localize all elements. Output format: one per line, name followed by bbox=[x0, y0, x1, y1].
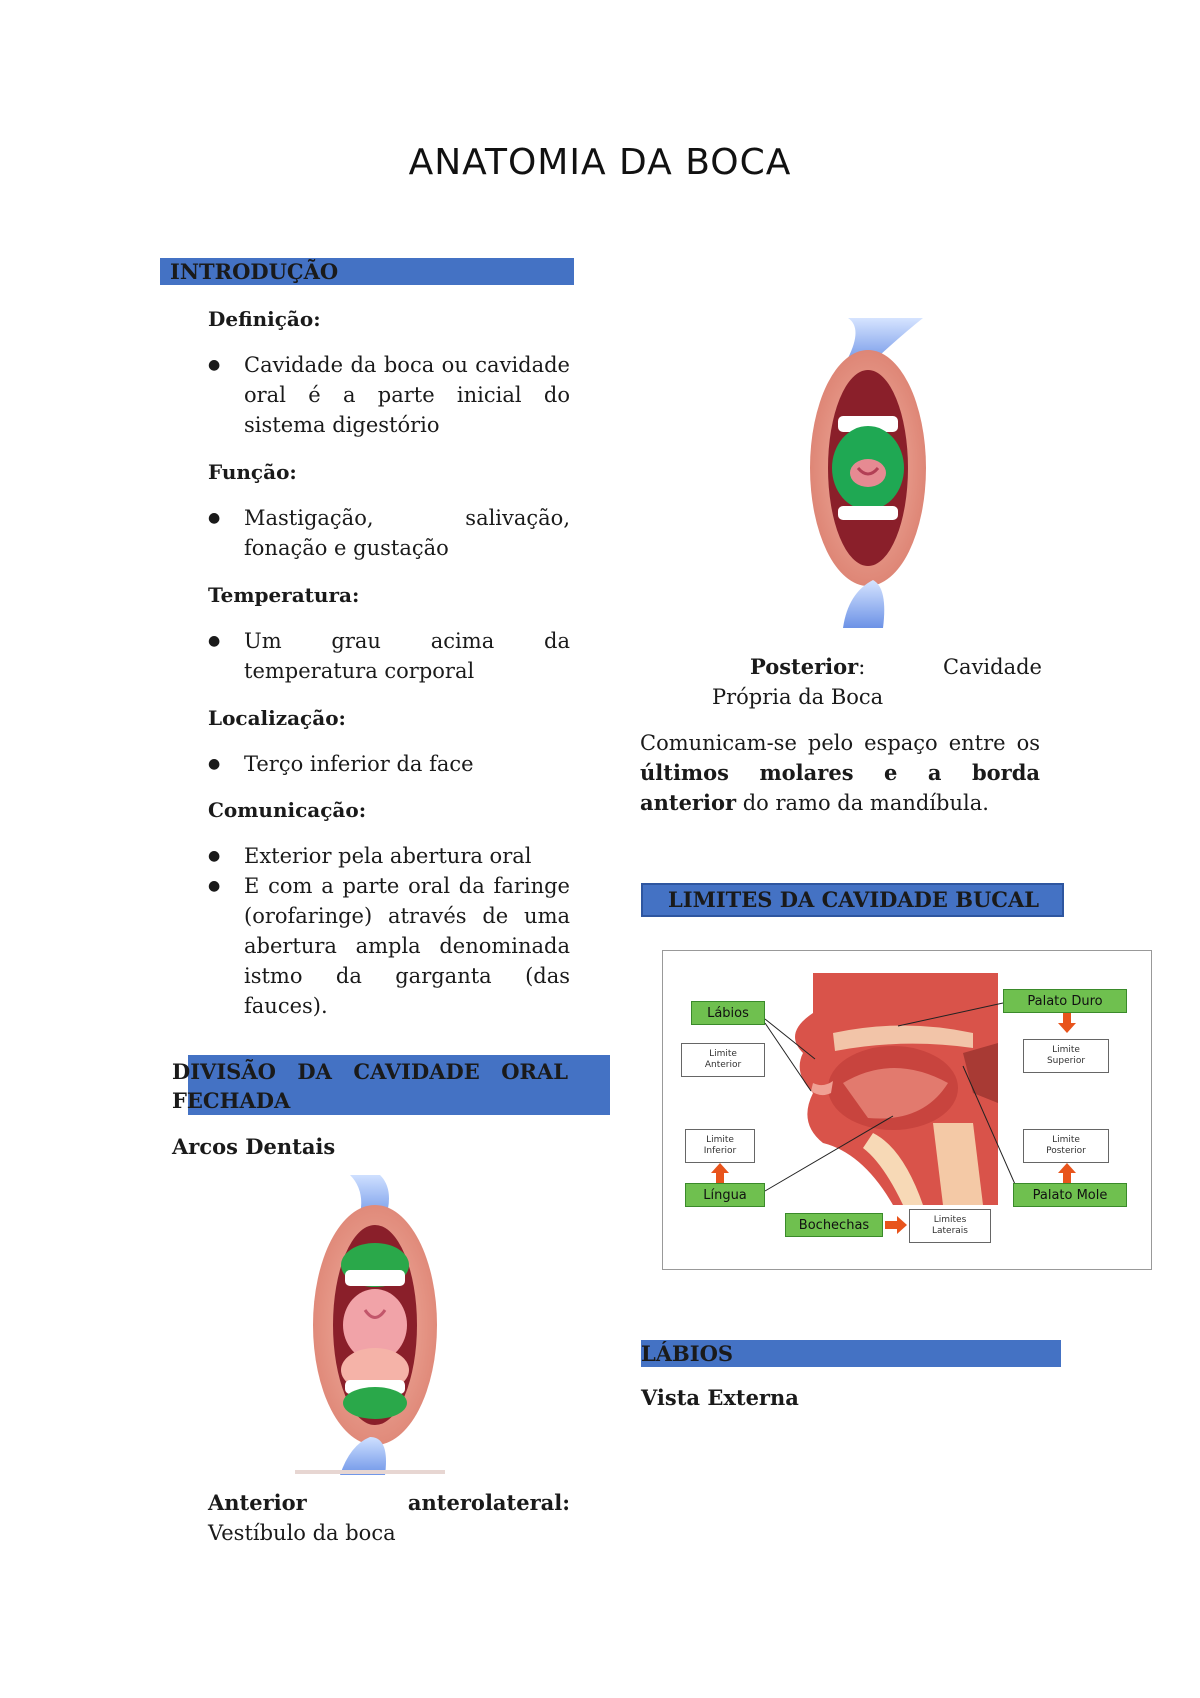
intro-heading: INTRODUÇÃO bbox=[170, 259, 339, 284]
label-limite-anterior: Limite Anterior bbox=[681, 1043, 765, 1077]
label-palato-duro: Palato Duro bbox=[1003, 989, 1127, 1013]
comunicam-bold: últimos molares e a borda anterior bbox=[640, 760, 1040, 815]
list-item: ● Exterior pela abertura oral bbox=[208, 841, 570, 871]
localizacao-list bbox=[208, 749, 570, 779]
page-title: ANATOMIA DA BOCA bbox=[408, 142, 792, 183]
temperatura-label: Temperatura: bbox=[208, 583, 360, 607]
gum-lower bbox=[343, 1387, 407, 1419]
arrow-right-icon bbox=[885, 1221, 897, 1229]
arrow-up-icon bbox=[711, 1163, 729, 1173]
label-labios: Lábios bbox=[691, 1001, 765, 1025]
comunicam-text bbox=[640, 728, 1040, 818]
temperatura-list bbox=[208, 626, 570, 686]
label-lingua: Língua bbox=[685, 1183, 765, 1207]
teeth-lower bbox=[838, 506, 898, 520]
definicao-label: Definição: bbox=[208, 307, 321, 331]
label-limite-posterior: Limite Posterior bbox=[1023, 1129, 1109, 1163]
list-item: ● Um grau acima da temperatura corporal bbox=[208, 626, 570, 686]
funcao-list bbox=[208, 503, 570, 563]
comunicacao-label: Comunicação: bbox=[208, 798, 367, 822]
arrow-down-icon bbox=[1058, 1023, 1076, 1033]
list-item: ● Cavidade da boca ou cavidade oral é a parte inicial do sistema digestório bbox=[208, 350, 570, 440]
comunicacao-list bbox=[208, 841, 570, 1021]
list-item: ● Mastigação, salivação, fonação e gustação bbox=[208, 503, 570, 563]
glove-bottom bbox=[843, 580, 884, 628]
anterior-bold: Anterior anterolateral: bbox=[208, 1490, 570, 1515]
list-item: ● E com a parte oral da faringe (orofaringe) através de uma abertura ampla denominada istmo da garganta (das fauces). bbox=[208, 871, 570, 1021]
arrow-shaft bbox=[1063, 1013, 1071, 1023]
label-limite-superior: Limite Superior bbox=[1023, 1039, 1109, 1073]
posterior-bold: Posterior bbox=[750, 654, 859, 679]
comunicam-part1: Comunicam-se pelo espaço entre os bbox=[640, 731, 1040, 755]
arrow-shaft bbox=[1063, 1173, 1071, 1183]
comunicam-part2: do ramo da mandíbula. bbox=[736, 791, 989, 815]
glove-bottom bbox=[340, 1437, 386, 1475]
posterior-text bbox=[712, 652, 1042, 712]
label-palato-mole: Palato Mole bbox=[1013, 1183, 1127, 1207]
definicao-list bbox=[208, 350, 570, 440]
label-limite-inferior: Limite Inferior bbox=[685, 1129, 755, 1163]
posterior-normal: : Cavidade Própria da Boca bbox=[712, 655, 1042, 709]
vista-externa: Vista Externa bbox=[641, 1385, 799, 1410]
arrow-up-icon bbox=[1058, 1163, 1076, 1173]
anterior-normal: Vestíbulo da boca bbox=[208, 1521, 396, 1545]
arrow-shaft bbox=[716, 1173, 724, 1183]
labios-heading: LÁBIOS bbox=[641, 1341, 734, 1366]
anterior-text bbox=[208, 1488, 570, 1548]
funcao-label: Função: bbox=[208, 460, 297, 484]
list-item: ● Terço inferior da face bbox=[208, 749, 570, 779]
teeth-upper bbox=[345, 1270, 405, 1286]
label-bochechas: Bochechas bbox=[785, 1213, 883, 1237]
mouth-posterior-image bbox=[788, 318, 948, 628]
mouth-anterior-image bbox=[295, 1175, 455, 1475]
arcos-dentais: Arcos Dentais bbox=[172, 1134, 336, 1159]
localizacao-label: Localização: bbox=[208, 706, 346, 730]
arrow-head bbox=[897, 1216, 907, 1234]
divisao-heading: DIVISÃO DA CAVIDADE ORAL FECHADA bbox=[172, 1059, 568, 1113]
limites-diagram bbox=[662, 950, 1152, 1270]
limites-heading: LIMITES DA CAVIDADE BUCAL bbox=[668, 887, 1040, 912]
label-limites-laterais: Limites Laterais bbox=[909, 1209, 991, 1243]
